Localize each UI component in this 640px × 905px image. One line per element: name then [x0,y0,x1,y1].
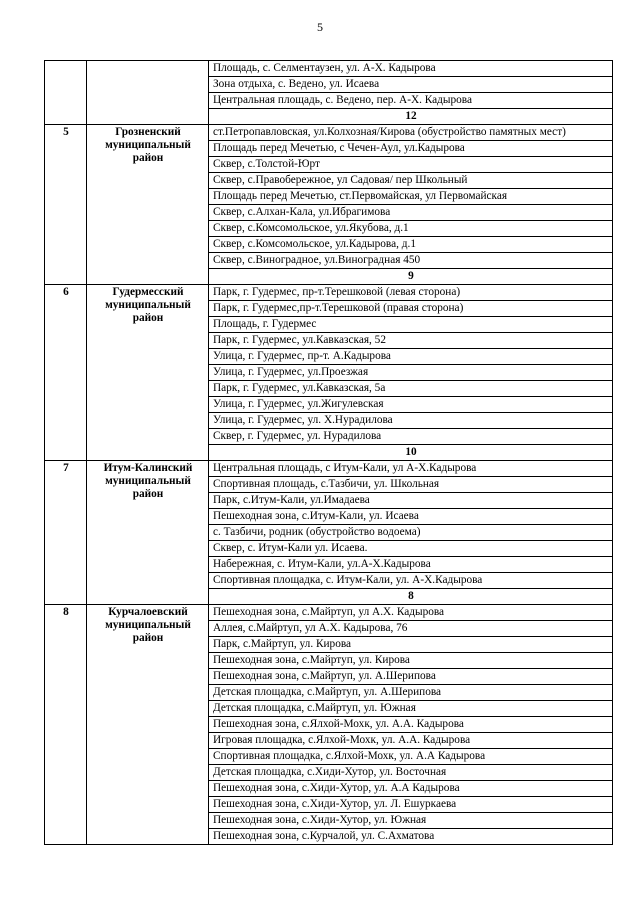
district-name [87,61,209,125]
place-cell: Улица, г. Гудермес, пр-т. А.Кадырова [209,349,613,365]
place-cell: Пешеходная зона, с.Майртуп, ул. А.Шерипова [209,669,613,685]
place-cell: Пешеходная зона, с.Курчалой, ул. С.Ахматова [209,829,613,845]
place-cell: Парк, г. Гудермес, ул.Кавказская, 5а [209,381,613,397]
place-cell: Пешеходная зона, с.Хиди-Хутор, ул. Южная [209,813,613,829]
places-table [44,60,613,845]
place-cell: Улица, г. Гудермес, ул.Проезжая [209,365,613,381]
place-cell: Центральная площадь, с. Ведено, пер. А-Х. Кадырова [209,93,613,109]
place-cell: Сквер, с.Комсомольское, ул.Кадырова, д.1 [209,237,613,253]
place-cell: Парк, г. Гудермес,пр-т.Терешковой (правая сторона) [209,301,613,317]
place-cell: Центральная площадь, с Итум-Кали, ул А-Х.Кадырова [209,461,613,477]
place-cell: Сквер, с.Правобережное, ул Садовая/ пер Школьный [209,173,613,189]
place-cell: Сквер, с. Итум-Кали ул. Исаева. [209,541,613,557]
table-row [45,605,613,621]
district-total: 10 [209,445,613,461]
place-cell: Парк, г. Гудермес, пр-т.Терешковой (левая сторона) [209,285,613,301]
place-cell: Набережная, с. Итум-Кали, ул.А-Х.Кадырова [209,557,613,573]
place-cell: Детская площадка, с.Майртуп, ул. Южная [209,701,613,717]
table-row [45,125,613,141]
table-row [45,61,613,77]
place-cell: Улица, г. Гудермес, ул.Жигулевская [209,397,613,413]
place-cell: Площадь, г. Гудермес [209,317,613,333]
place-cell: Улица, г. Гудермес, ул. Х.Нурадилова [209,413,613,429]
place-cell: Игровая площадка, с.Ялхой-Мохк, ул. А.А. Кадырова [209,733,613,749]
district-name: Курчалоевский муниципальный район [87,605,209,845]
place-cell: Сквер, с.Комсомольское, ул.Якубова, д.1 [209,221,613,237]
district-total: 12 [209,109,613,125]
district-name: Грозненский муниципальный район [87,125,209,285]
place-cell: Пешеходная зона, с.Ялхой-Мохк, ул. А.А. Кадырова [209,717,613,733]
district-number: 8 [45,605,87,845]
place-cell: ст.Петропавловская, ул.Колхозная/Кирова (обустройство памятных мест) [209,125,613,141]
place-cell: Зона отдыха, с. Ведено, ул. Исаева [209,77,613,93]
district-name: Итум-Калинский муниципальный район [87,461,209,605]
place-cell: Спортивная площадка, с.Ялхой-Мохк, ул. А.А Кадырова [209,749,613,765]
place-cell: Парк, с.Майртуп, ул. Кирова [209,637,613,653]
place-cell: Пешеходная зона, с.Хиди-Хутор, ул. Л. Ешуркаева [209,797,613,813]
place-cell: Площадь перед Мечетью, с Чечен-Аул, ул.Кадырова [209,141,613,157]
place-cell: Спортивная площадка, с. Итум-Кали, ул. А-Х.Кадырова [209,573,613,589]
district-number: 7 [45,461,87,605]
place-cell: Парк, с.Итум-Кали, ул.Имадаева [209,493,613,509]
place-cell: Площадь, с. Селментаузен, ул. А-Х. Кадырова [209,61,613,77]
table-row [45,461,613,477]
district-number: 5 [45,125,87,285]
place-cell: Сквер, с.Алхан-Кала, ул.Ибрагимова [209,205,613,221]
district-number [45,61,87,125]
place-cell: Спортивная площадь, с.Тазбичи, ул. Школьная [209,477,613,493]
place-cell: Пешеходная зона, с.Майртуп, ул А.Х. Кадырова [209,605,613,621]
place-cell: Парк, г. Гудермес, ул.Кавказская, 52 [209,333,613,349]
place-cell: Пешеходная зона, с.Хиди-Хутор, ул. А.А Кадырова [209,781,613,797]
page-number: 5 [317,20,323,34]
place-cell: Сквер, с.Толстой-Юрт [209,157,613,173]
place-cell: Пешеходная зона, с.Майртуп, ул. Кирова [209,653,613,669]
district-number: 6 [45,285,87,461]
district-name: Гудермесский муниципальный район [87,285,209,461]
place-cell: Сквер, с.Виноградное, ул.Виноградная 450 [209,253,613,269]
place-cell: с. Тазбичи, родник (обустройство водоема) [209,525,613,541]
district-total: 8 [209,589,613,605]
place-cell: Площадь перед Мечетью, ст.Первомайская, ул Первомайская [209,189,613,205]
district-total: 9 [209,269,613,285]
place-cell: Сквер, г. Гудермес, ул. Нурадилова [209,429,613,445]
table-row [45,285,613,301]
place-cell: Детская площадка, с.Хиди-Хутор, ул. Восточная [209,765,613,781]
place-cell: Детская площадка, с.Майртуп, ул. А.Шерипова [209,685,613,701]
place-cell: Пешеходная зона, с.Итум-Кали, ул. Исаева [209,509,613,525]
place-cell: Аллея, с.Майртуп, ул А.Х. Кадырова, 76 [209,621,613,637]
